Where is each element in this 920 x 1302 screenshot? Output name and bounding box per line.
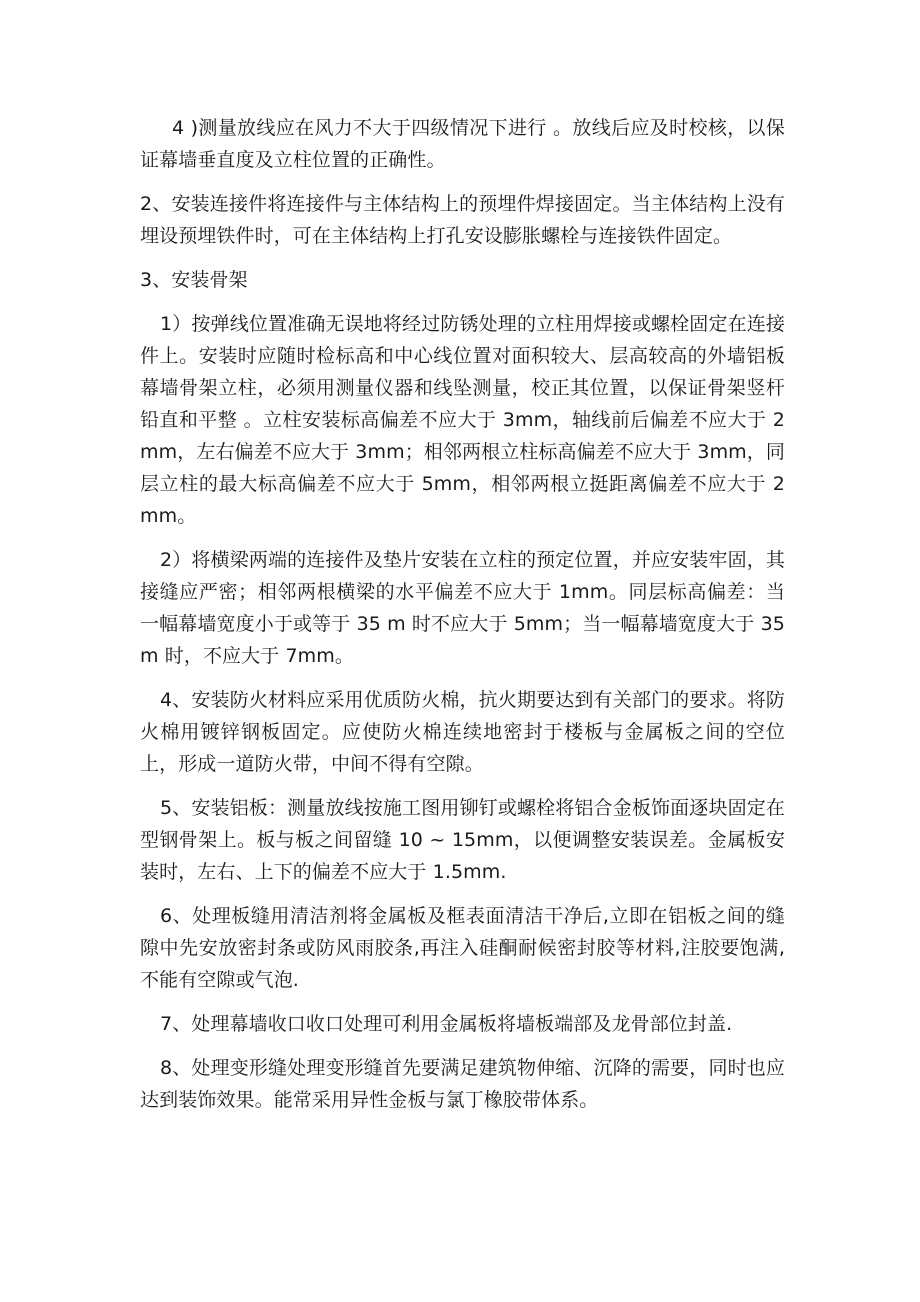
paragraph-expansion-joints: 8、处理变形缝处理变形缝首先要满足建筑物伸缩、沉降的需要，同时也应达到装饰效果。能常采用异性金板与氯丁橡胶带体系。: [140, 1057, 785, 1111]
paragraph-fireproofing: 4、安装防火材料应采用优质防火棉，抗火期要达到有关部门的要求。将防火棉用镀锌钢板固定。应使防火棉连续地密封于楼板与金属板之间的空位上，形成一道防火带，中间不得有空隙。: [140, 689, 785, 775]
paragraph-column-install: 1）按弹线位置准确无误地将经过防锈处理的立柱用焊接或螺栓固定在连接件上。安装时应随时检标高和中心线位置对面积较大、层高较高的外墙铝板幕墙骨架立柱，必须用测量仪器和线坠测量，校正其位置，以保证骨架竖杆铅直和平整 。立柱安装标高偏差不应大于 3mm，轴线前后偏差不应大于 2mm，左右偏差不应大于 3mm；相邻两根立柱标高偏差不应大于 3mm，同层立柱的最大标高偏差不应大于 5mm，相邻两根立挺距离偏差不应大于 2mm。: [140, 313, 785, 527]
paragraph-beam-install: 2）将横梁两端的连接件及垫片安装在立柱的预定位置，并应安装牢固，其接缝应严密；相邻两根横梁的水平偏差不应大于 1mm。同层标高偏差：当一幅幕墙宽度小于或等于 35 m 时不应大于 5mm；当一幅幕墙宽度大于 35m 时，不应大于 7mm。: [140, 549, 785, 667]
paragraph-measurement-note: 4 )测量放线应在风力不大于四级情况下进行 。放线后应及时校核，以保证幕墙垂直度及立柱位置的正确性。: [140, 117, 785, 171]
paragraph-curtain-wall-edges: 7、处理幕墙收口收口处理可利用金属板将墙板端部及龙骨部位封盖.: [160, 1013, 733, 1035]
paragraph-install-connectors: 2、安装连接件将连接件与主体结构上的预埋件焊接固定。当主体结构上没有埋设预埋铁件时，可在主体结构上打孔安设膨胀螺栓与连接铁件固定。: [140, 193, 785, 247]
paragraph-panel-joints: 6、处理板缝用清洁剂将金属板及框表面清洁干净后,立即在铝板之间的缝隙中先安放密封条或防风雨胶条,再注入硅酮耐候密封胶等材料,注胶要饱满,不能有空隙或气泡.: [140, 905, 785, 991]
paragraph-install-frame-heading: 3、安装骨架: [140, 269, 248, 291]
document-body: [140, 112, 785, 1128]
paragraph-aluminum-panels: 5、安装铝板：测量放线按施工图用铆钉或螺栓将铝合金板饰面逐块固定在型钢骨架上。板与板之间留缝 10 ~ 15mm，以便调整安装误差。金属板安装时，左右、上下的偏差不应大于 1.5mm.: [140, 797, 785, 883]
